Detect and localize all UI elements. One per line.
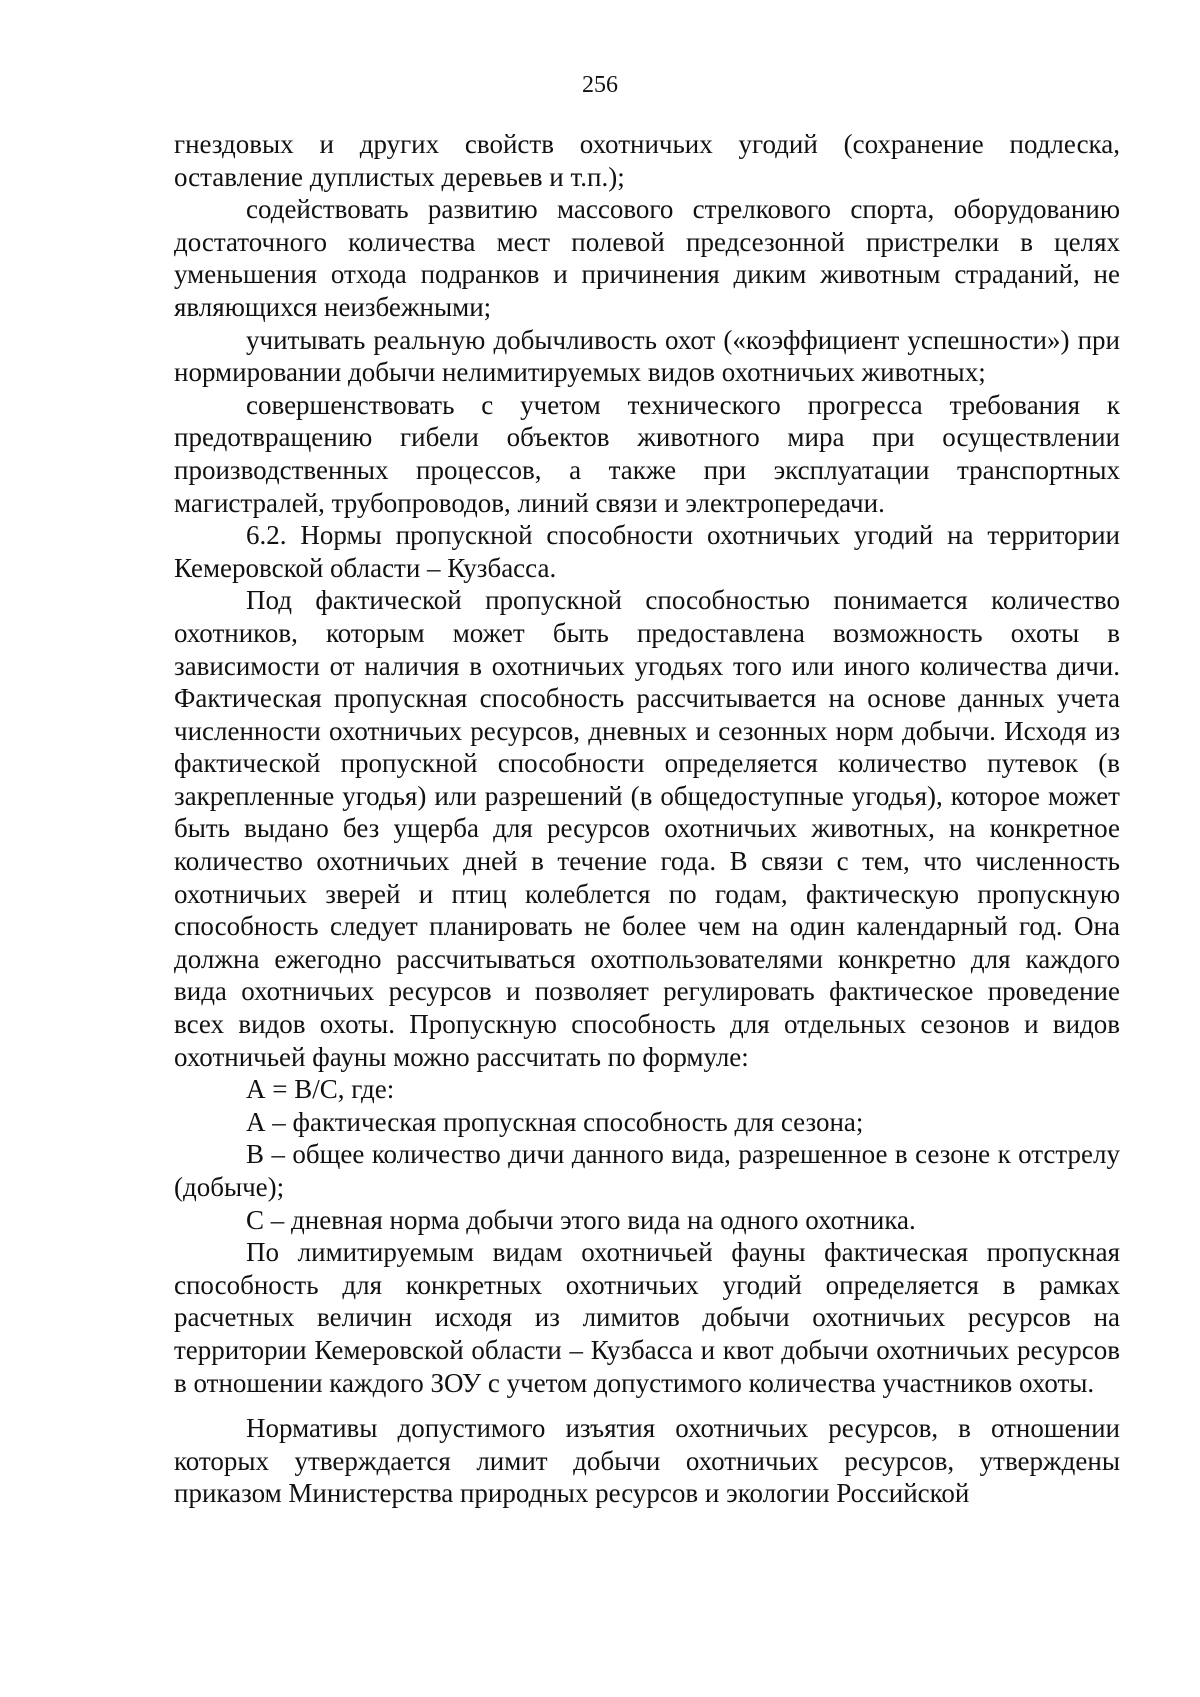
formula-def-c: С – дневная норма добычи этого вида на одного охотника. (246, 1204, 916, 1235)
paragraph-capacity-definition: Под фактической пропускной способностью понимается количество охотников, которым может быть предоставлена возможность охоты в зависимости от наличия в охотничьих угодьях того или иного количества дичи. Фактическая пропускная способность рассчитывается на основе данных учета численности охотничьих ресурсов, дневных и сезонных норм добычи. Исходя из фактической пропускной способности определяется количество путевок (в закрепленные угодья) или разрешений (в общедоступные угодья), которое может быть выдано без ущерба для ресурсов охотничьих животных, на конкретное количество охотничьих дней в течение года. В связи с тем, что численность охотничьих зверей и птиц колеблется по годам, фактическую пропускную способность следует планировать не более чем на один календарный год. Она должна ежегодно рассчитываться охотпользователями конкретно для каждого вида охотничьих ресурсов и позволяет регулировать фактическое проведение всех видов охоты. Пропускную способность для отдельных сезонов и видов охотничьей фауны можно рассчитать по формуле: (174, 585, 1120, 1072)
formula-def-b: В – общее количество дичи данного вида, разрешенное в сезоне к отстрелу (добыче); (174, 1139, 1120, 1202)
section-heading-6-2: 6.2. Нормы пропускной способности охотничьих угодий на территории Кемеровской области – Кузбасса. (174, 520, 1120, 583)
formula-def-a: А – фактическая пропускная способность для сезона; (246, 1106, 864, 1137)
page-number: 256 (582, 72, 618, 98)
paragraph-success-coefficient: учитывать реальную добычливость охот («коэффициент успешности») при нормировании добычи нелимитируемых видов охотничьих животных; (174, 324, 1120, 388)
paragraph-continuation: гнездовых и других свойств охотничьих угодий (сохранение подлеска, оставление дуплистых деревьев и т.п.); (174, 129, 1120, 192)
formula-line: А = В/С, где: (246, 1074, 395, 1105)
paragraph-limited-species: По лимитируемым видам охотничьей фауны фактическая пропускная способность для конкретных охотничьих угодий определяется в рамках расчетных величин исходя из лимитов добычи охотничьих ресурсов на территории Кемеровской области – Кузбасса и квот добычи охотничьих ресурсов в отношении каждого ЗОУ с учетом допустимого количества участников охоты. (174, 1237, 1120, 1398)
paragraph-withdrawal-norms: Нормативы допустимого изъятия охотничьих ресурсов, в отношении которых утверждается лимит добычи охотничьих ресурсов, утверждены приказом Министерства природных ресурсов и экологии Российской (174, 1413, 1120, 1509)
paragraph-gap (174, 1399, 1120, 1412)
document-body (174, 128, 1120, 1510)
paragraph-technical-progress: совершенствовать с учетом технического прогресса требования к предотвращению гибели объектов животного мира при осуществлении производственных процессов, а также при эксплуатации транспортных магистралей, трубопроводов, линий связи и электропередачи. (174, 389, 1120, 518)
paragraph-shooting-sport: содействовать развитию массового стрелкового спорта, оборудованию достаточного количества мест полевой предсезонной пристрелки в целях уменьшения отхода подранков и причинения диким животным страданий, не являющихся неизбежными; (174, 194, 1120, 322)
